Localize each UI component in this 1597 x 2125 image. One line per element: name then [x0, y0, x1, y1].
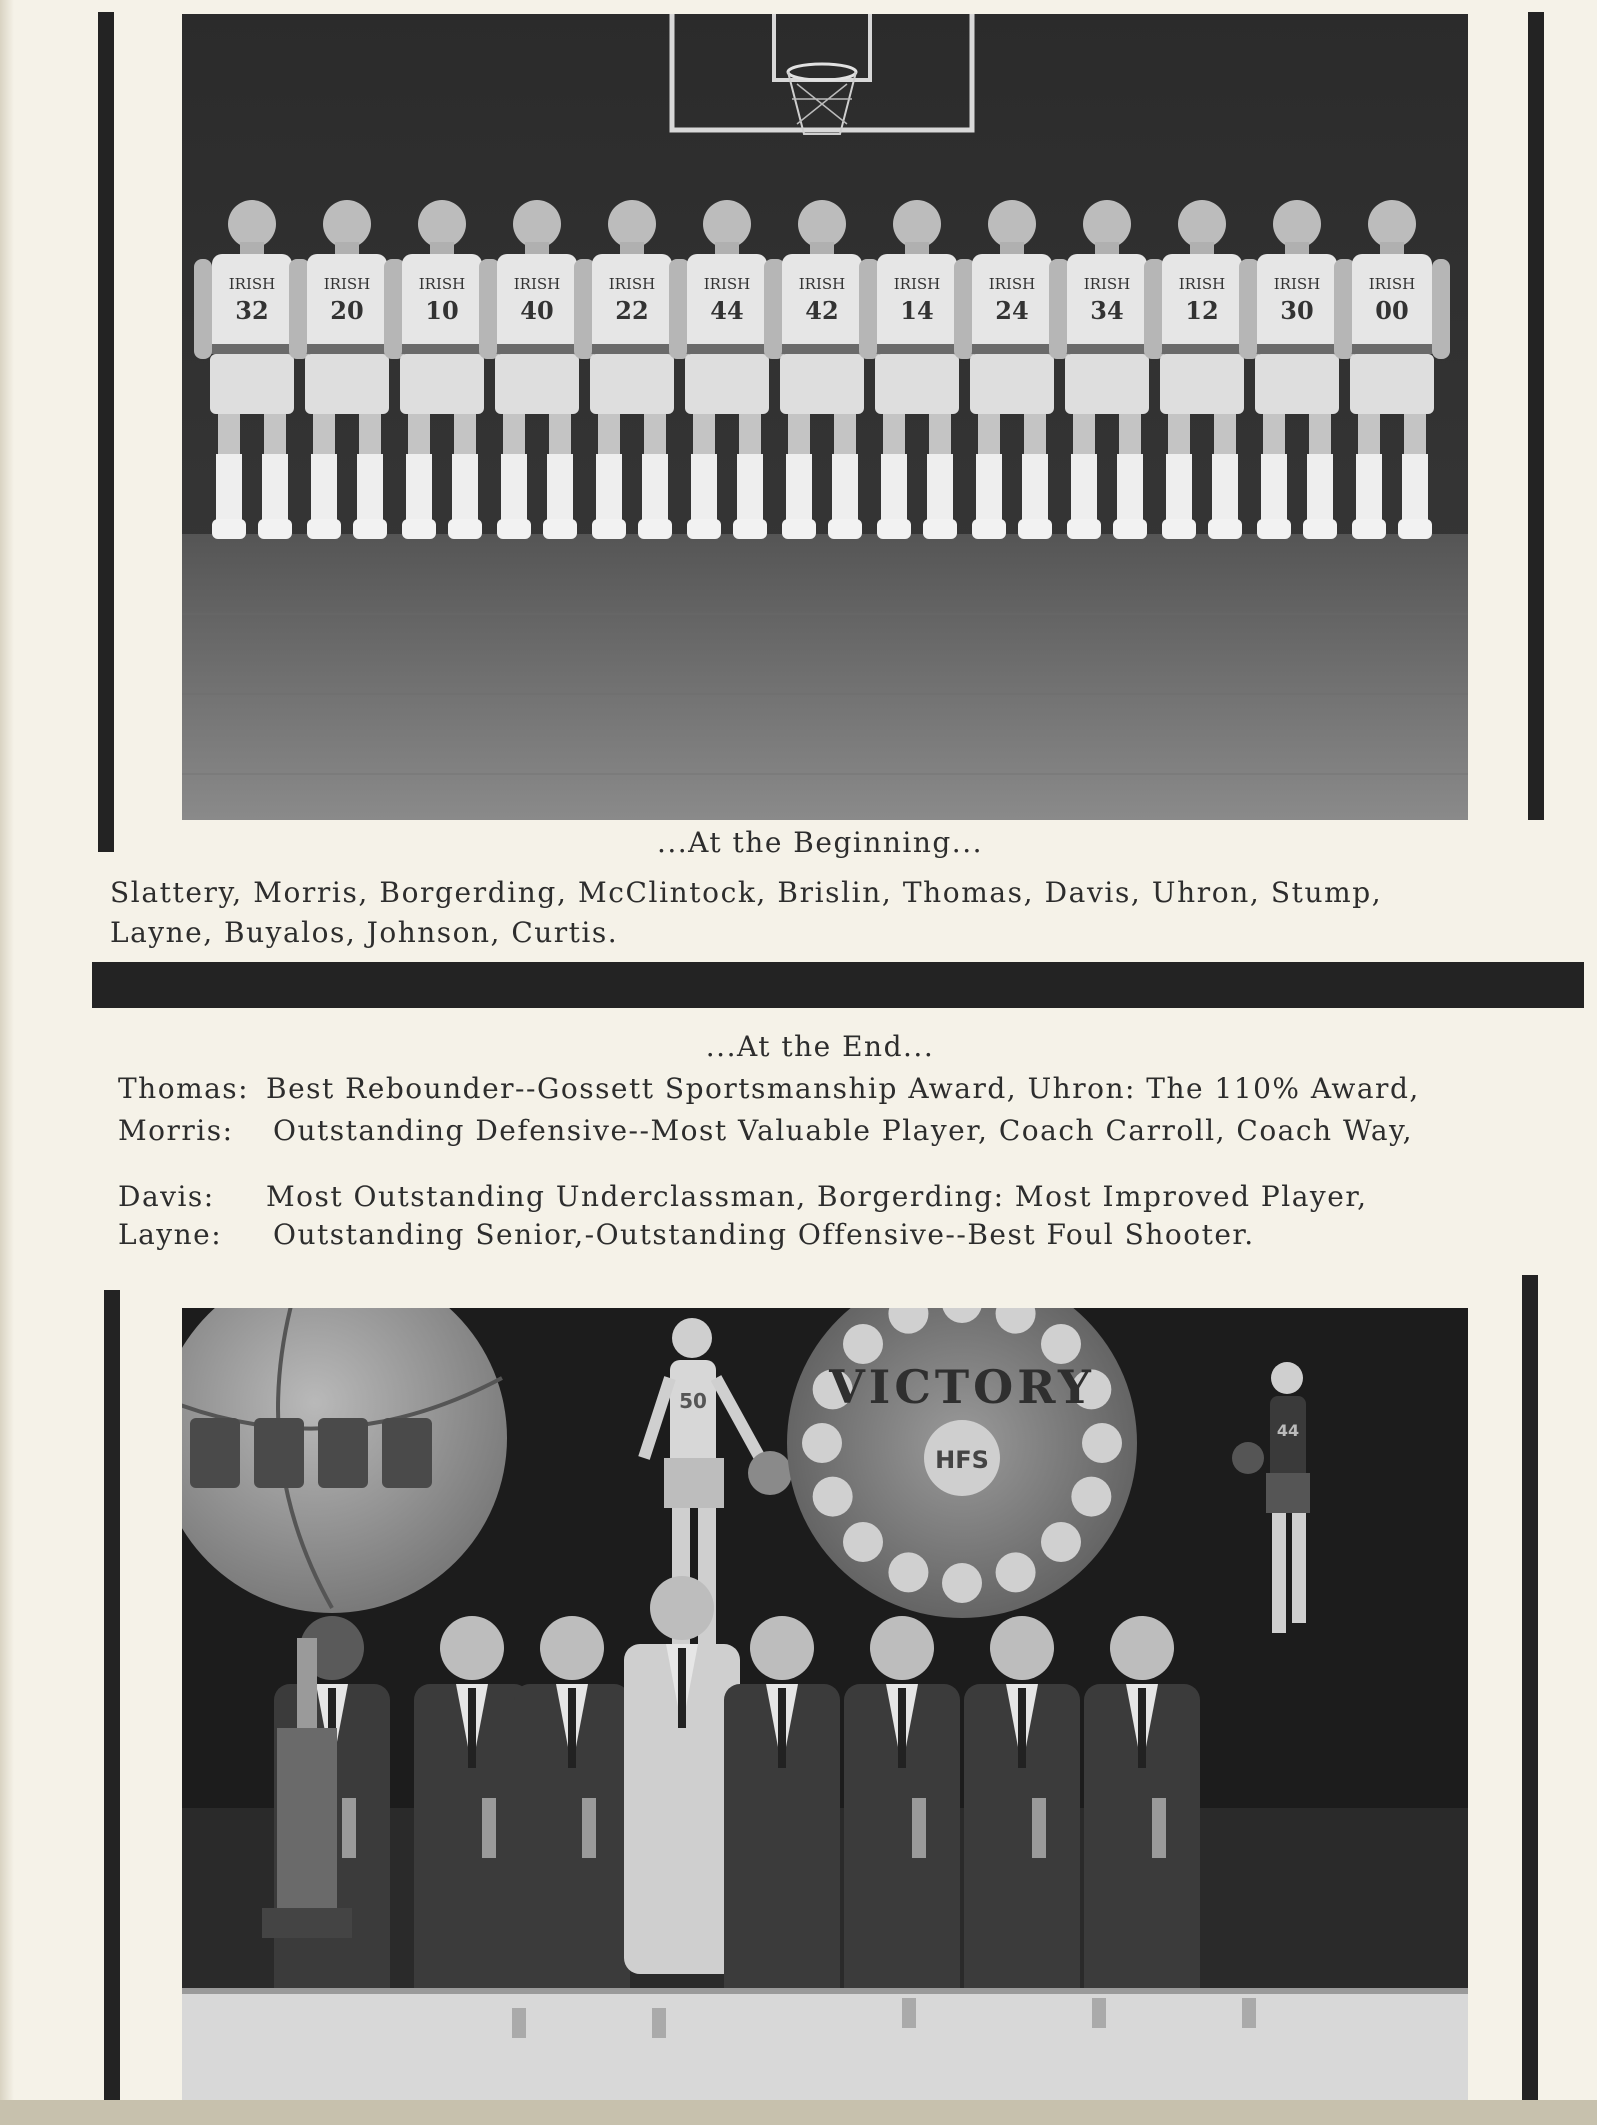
- cutout-left-number: 50: [679, 1389, 707, 1413]
- jersey-number: 44: [710, 296, 744, 325]
- jersey-number: 30: [1280, 296, 1314, 325]
- page-binding-edge: [0, 0, 14, 2125]
- victory-plaque: [843, 1324, 883, 1364]
- jersey-text: IRISH: [228, 275, 276, 293]
- jersey-text: IRISH: [608, 275, 656, 293]
- jersey-text: IRISH: [513, 275, 561, 293]
- victory-banner-text: VICTORY: [829, 1360, 1095, 1414]
- caption-end-line4: [118, 1218, 1558, 1251]
- jersey-text: IRISH: [418, 275, 466, 293]
- victory-plaque: [1041, 1522, 1081, 1562]
- victory-plaque: [1082, 1423, 1122, 1463]
- jersey-number: 10: [425, 296, 459, 325]
- jersey-number: 32: [235, 296, 269, 325]
- award-text-davis: Most Outstanding Underclassman, Borgerding: Most Improved Player,: [266, 1180, 1368, 1213]
- victory-plaque: [1071, 1477, 1111, 1517]
- jersey-text: IRISH: [798, 275, 846, 293]
- frame-bar-left-bottom: [104, 1290, 120, 2100]
- jersey-text: IRISH: [1178, 275, 1226, 293]
- award-text-thomas: Best Rebounder--Gossett Sportsmanship Award, Uhron: The 110% Award,: [266, 1072, 1420, 1105]
- award-text-morris: Outstanding Defensive--Most Valuable Player, Coach Carroll, Coach Way,: [273, 1114, 1414, 1147]
- jersey-number: 00: [1375, 296, 1409, 325]
- jersey-text: IRISH: [1273, 275, 1321, 293]
- jersey-text: IRISH: [323, 275, 371, 293]
- victory-plaque: [1041, 1324, 1081, 1364]
- jersey-number: 12: [1185, 296, 1219, 325]
- jersey-number: 14: [900, 296, 934, 325]
- horizontal-divider: [92, 962, 1584, 1008]
- victory-plaque: [888, 1552, 928, 1592]
- victory-plaque: [802, 1423, 842, 1463]
- frame-bar-left-top: [98, 12, 114, 850]
- jersey-number: 22: [615, 296, 649, 325]
- award-label-davis: Davis:: [118, 1180, 215, 1213]
- jersey-number: 40: [520, 296, 554, 325]
- victory-plaque: [813, 1477, 853, 1517]
- award-label-layne: Layne:: [118, 1218, 223, 1251]
- jersey-text: IRISH: [1368, 275, 1416, 293]
- victory-plaque: [996, 1552, 1036, 1592]
- awards-banquet-photo: [182, 1308, 1468, 2100]
- victory-plaque: [843, 1522, 883, 1562]
- jersey-text: IRISH: [988, 275, 1036, 293]
- victory-badge-text: HFS: [935, 1446, 989, 1474]
- caption-end-line3: [118, 1180, 1558, 1213]
- award-label-morris: Morris:: [118, 1114, 234, 1147]
- caption-end-line2: [118, 1114, 1558, 1147]
- jersey-number: 34: [1090, 296, 1124, 325]
- award-text-layne: Outstanding Senior,-Outstanding Offensive--Best Foul Shooter.: [273, 1218, 1255, 1251]
- jersey-number: 24: [995, 296, 1029, 325]
- jersey-text: IRISH: [1083, 275, 1131, 293]
- caption-end-heading: ...At the End...: [705, 1030, 935, 1063]
- victory-plaque: [942, 1563, 982, 1603]
- award-label-thomas: Thomas:: [118, 1072, 250, 1105]
- cutout-right-number: 44: [1276, 1421, 1300, 1440]
- frame-bar-right-bottom: [1522, 1275, 1538, 2100]
- jersey-text: IRISH: [893, 275, 941, 293]
- frame-bar-right-top: [1528, 12, 1544, 820]
- page-bottom-edge: [0, 2100, 1597, 2125]
- caption-beginning-heading: ...At the Beginning...: [656, 826, 984, 859]
- caption-end-line1: [118, 1072, 1558, 1105]
- caption-beginning-line1: Slattery, Morris, Borgerding, McClintock, Brislin, Thomas, Davis, Uhron, Stump,: [110, 876, 1383, 909]
- jersey-text: IRISH: [703, 275, 751, 293]
- jersey-number: 42: [805, 296, 839, 325]
- team-photo-beginning: [182, 14, 1468, 820]
- caption-beginning-line2: Layne, Buyalos, Johnson, Curtis.: [110, 916, 619, 949]
- jersey-number: 20: [330, 296, 364, 325]
